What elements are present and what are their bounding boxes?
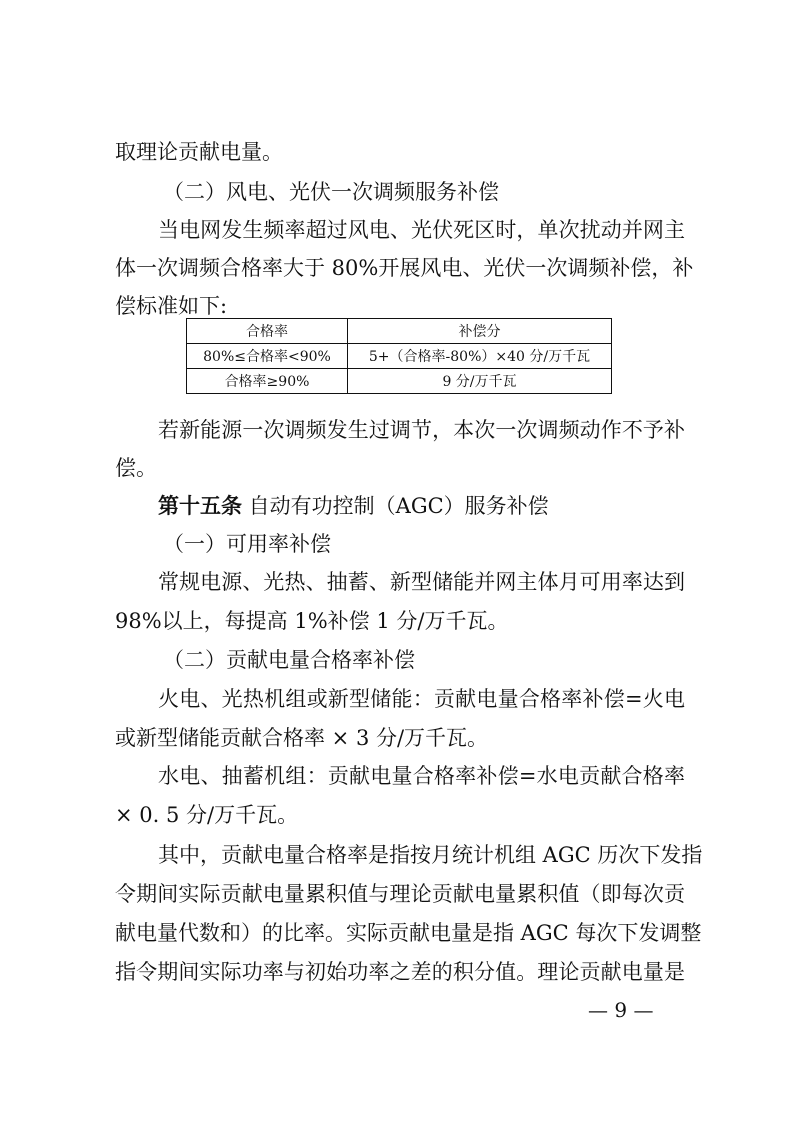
paragraph-line: 取理论贡献电量。 [115, 140, 283, 164]
compensation-table [186, 318, 612, 394]
article-heading [158, 490, 549, 520]
paragraph-line: × 0. 5 分/万千瓦。 [115, 803, 299, 827]
paragraph-line: 偿。 [115, 456, 157, 480]
article-title: 自动有功控制（AGC）服务补偿 [242, 494, 549, 518]
paragraph-line: 常规电源、光热、抽蓄、新型储能并网主体月可用率达到 [158, 570, 685, 594]
paragraph-line: 或新型储能贡献合格率 × 3 分/万千瓦。 [115, 726, 489, 750]
table-cell: 9 分/万千瓦 [348, 369, 612, 394]
paragraph-line: 偿标准如下: [115, 294, 228, 318]
paragraph-line: 其中，贡献电量合格率是指按月统计机组 AGC 历次下发指 [158, 843, 703, 867]
table-header-cell: 合格率 [187, 319, 348, 344]
table-header-row [187, 319, 612, 344]
table-row [187, 369, 612, 394]
subsection-heading: （二）贡献电量合格率补偿 [163, 648, 415, 672]
paragraph-line: 令期间实际贡献电量累积值与理论贡献电量累积值（即每次贡 [115, 882, 685, 906]
paragraph-line: 当电网发生频率超过风电、光伏死区时，单次扰动并网主 [158, 218, 685, 242]
paragraph-line: 水电、抽蓄机组：贡献电量合格率补偿=水电贡献合格率 [158, 764, 685, 788]
subsection-heading: （一）可用率补偿 [163, 532, 331, 556]
paragraph-line: 体一次调频合格率大于 80%开展风电、光伏一次调频补偿，补 [115, 256, 694, 280]
page-number: — 9 — [588, 998, 654, 1022]
paragraph-line: 若新能源一次调频发生过调节，本次一次调频动作不予补 [158, 418, 685, 442]
table-header-cell: 补偿分 [348, 319, 612, 344]
paragraph-line: 火电、光热机组或新型储能：贡献电量合格率补偿=火电 [158, 687, 685, 711]
table-cell: 合格率≥90% [187, 369, 348, 394]
paragraph-line: 指令期间实际功率与初始功率之差的积分值。理论贡献电量是 [115, 960, 685, 984]
section-heading: （二）风电、光伏一次调频服务补偿 [163, 180, 499, 204]
paragraph-line: 98%以上，每提高 1%补偿 1 分/万千瓦。 [115, 609, 509, 633]
table-cell: 80%≤合格率<90% [187, 344, 348, 369]
paragraph-line: 献电量代数和）的比率。实际贡献电量是指 AGC 每次下发调整 [115, 921, 702, 945]
table-row [187, 344, 612, 369]
table-cell: 5+（合格率-80%）×40 分/万千瓦 [348, 344, 612, 369]
article-number: 第十五条 [158, 493, 242, 518]
